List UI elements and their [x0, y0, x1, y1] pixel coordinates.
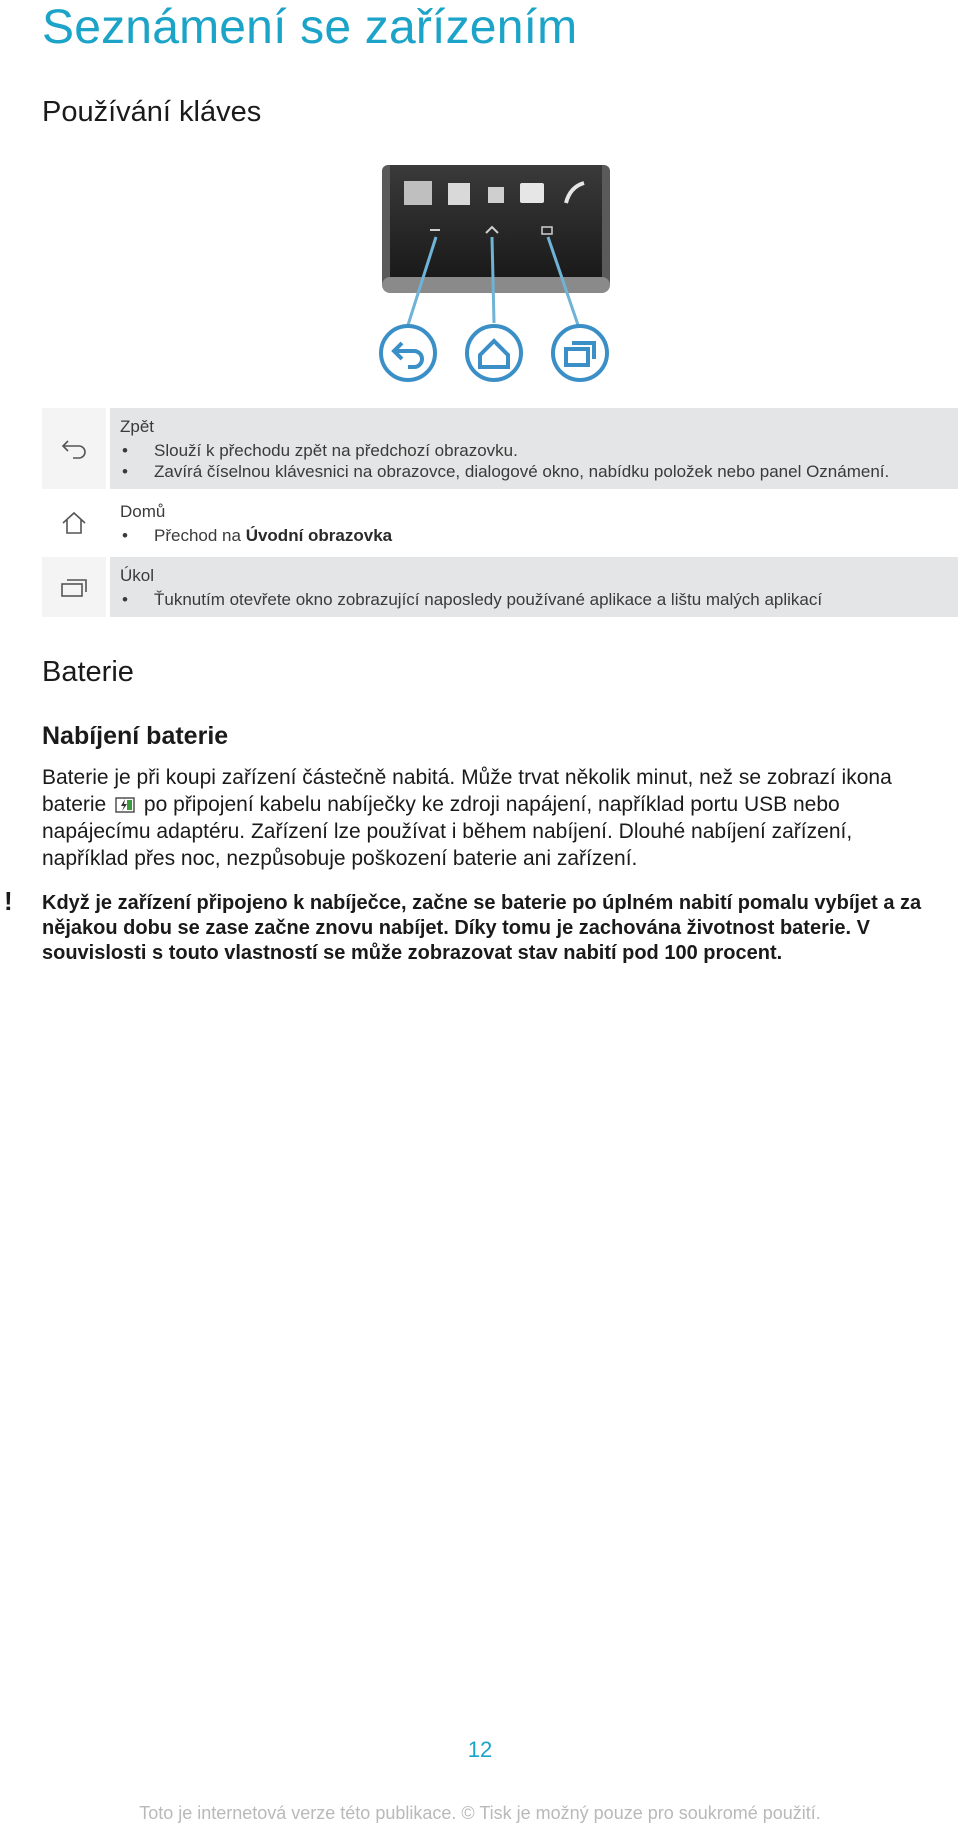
- key-row-back: [42, 408, 958, 489]
- bullet-item: • Slouží k přechodu zpět na předchozí obrazovku.: [122, 441, 518, 460]
- phone-keys-illustration: [370, 165, 620, 390]
- home-icon: [60, 510, 88, 536]
- bullet-item: • Zavírá číselnou klávesnici na obrazovce, dialogové okno, nabídku položek nebo panel Oznámení.: [122, 462, 890, 481]
- bullet-item: • Ťuknutím otevřete okno zobrazující naposledy používané aplikace a lištu malých aplikací: [122, 590, 823, 609]
- key-icon-cell: [42, 557, 106, 617]
- back-arrow-icon: [59, 438, 89, 460]
- note-text: Když je zařízení připojeno k nabíječce, začne se baterie po úplném nabití pomalu vybíjet a za nějakou dobu se zase začne znovu nabíjet. Díky tomu je zachována životnost baterie. V souvislosti s touto vlastností se může zobrazovat stav nabití pod 100 procent.: [42, 892, 922, 964]
- key-icon-cell: [42, 493, 106, 553]
- page-title: Seznámení se zařízením: [42, 1, 578, 54]
- footer-note: Toto je internetová verze této publikace. © Tisk je možný pouze pro soukromé použití.: [139, 1803, 821, 1823]
- important-note-icon: !: [4, 886, 13, 916]
- key-title: Úkol: [120, 566, 155, 585]
- section-heading-keys: Používání kláves: [42, 96, 262, 128]
- subsection-heading-charging: Nabíjení baterie: [42, 722, 229, 750]
- callout-home-icon: [467, 326, 521, 380]
- battery-charging-icon: [114, 796, 136, 814]
- charging-paragraph: Baterie je při koupi zařízení částečně nabitá. Může trvat několik minut, než se zobrazí ikona baterie po připojení kabelu nabíječky ke zdroji napájení, například portu USB nebo napájecímu adaptéru. Zařízení lze používat i během nabíjení. Dlouhé nabíjení zařízení, například přes noc, nezpůsobuje poškození baterie ani zařízení.: [42, 766, 892, 870]
- recent-apps-icon: [59, 576, 89, 598]
- key-title: Domů: [120, 502, 166, 521]
- callout-back-icon: [381, 326, 435, 380]
- key-title: Zpět: [120, 417, 155, 436]
- key-icon-cell: [42, 408, 106, 489]
- section-heading-battery: Baterie: [42, 656, 134, 688]
- key-description: [110, 408, 958, 489]
- bullet-item: • Přechod na Úvodní obrazovka: [122, 526, 393, 545]
- key-row-task: [42, 557, 958, 617]
- callout-recent-apps-icon: [553, 326, 607, 380]
- page-number: 12: [467, 1737, 493, 1762]
- key-description: [110, 493, 958, 553]
- key-description: [110, 557, 958, 617]
- key-row-home: [42, 493, 958, 553]
- keys-table: [42, 408, 958, 621]
